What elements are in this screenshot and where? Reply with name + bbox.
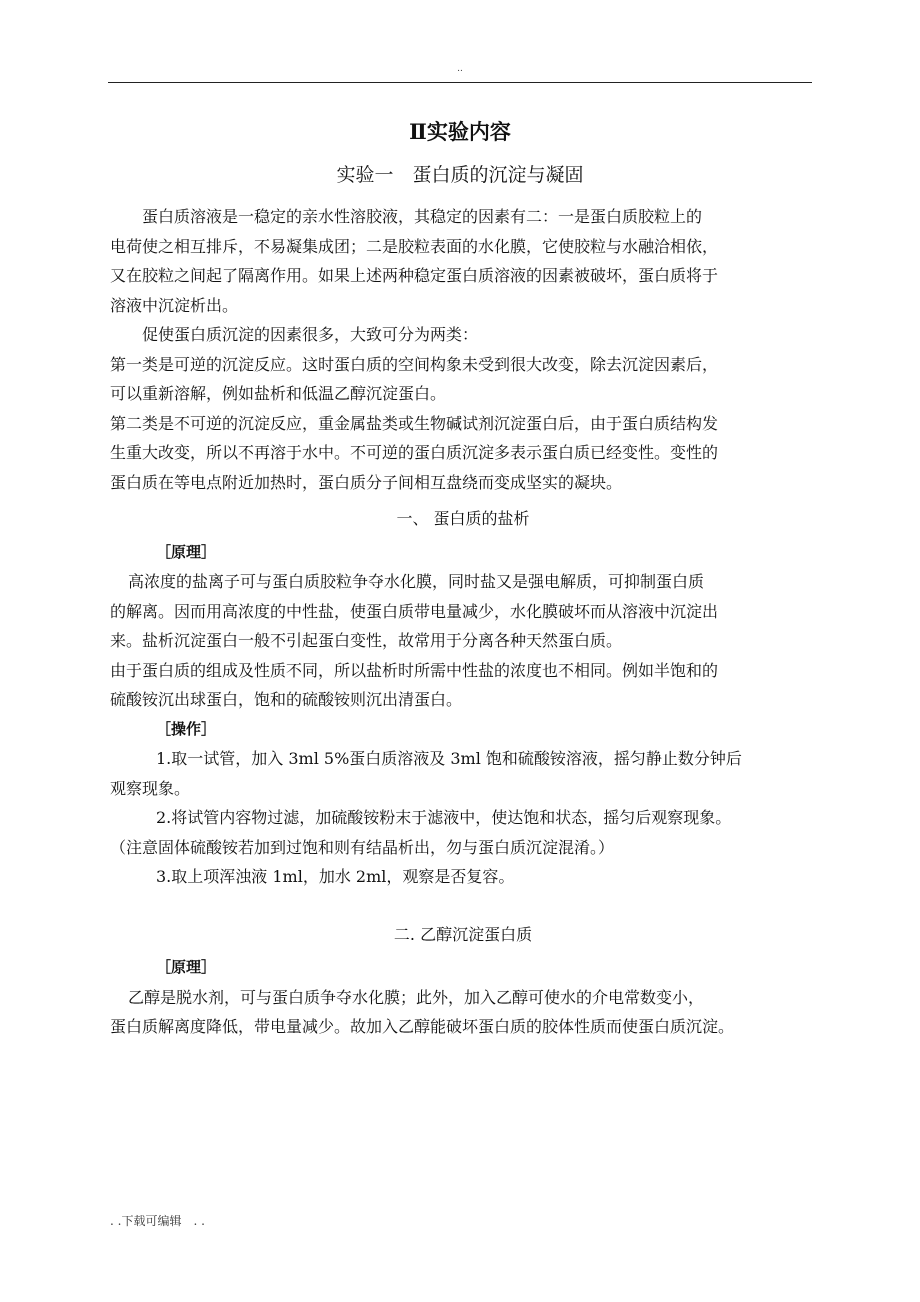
step2-note: （注意固体硫酸铵若加到过饱和则有结晶析出，勿与蛋白质沉淀混淆。） <box>110 837 615 857</box>
intro-p4-line: 生重大改变，所以不再溶于水中。不可逆的蛋白质沉淀多表示蛋白质已经变性。变性的 <box>110 443 719 462</box>
section2-title: 二. 乙醇沉淀蛋白质 <box>393 924 533 944</box>
step2-line: 2.将试管内容物过滤，加硫酸铵粉末于滤液中，使达饱和状态，摇匀后观察现象。 <box>156 808 732 827</box>
section1-principle2-line: 硫酸铵沉出球蛋白，饱和的硫酸铵则沉出清蛋白。 <box>110 690 463 709</box>
page-footer: . .下载可编辑 . . <box>110 1214 205 1228</box>
intro-p1-line: 溶液中沉淀析出。 <box>110 295 239 315</box>
section2-principle-line: 蛋白质解离度降低，带电量减少。故加入乙醇能破坏蛋白质的胶体性质而使蛋白质沉淀。 <box>110 1017 735 1036</box>
document-title: Ⅱ实验内容 <box>409 119 511 144</box>
header-rule <box>108 82 812 83</box>
section2-principle-label: ［原理］ <box>156 958 217 976</box>
intro-p3-line: 第一类是可逆的沉淀反应。这时蛋白质的空间构象未受到很大改变，除去沉淀因素后， <box>110 354 719 374</box>
document-body <box>110 202 816 1042</box>
section1-principle-line: 来。盐析沉淀蛋白一般不引起蛋白变性，故常用于分离各种天然蛋白质。 <box>110 631 623 650</box>
step1-line: 观察现象。 <box>110 778 191 798</box>
intro-p1-line: 电荷使之相互排斥，不易凝集成团；二是胶粒表面的水化膜，它使胶粒与水融洽相依， <box>110 236 719 256</box>
section2-principle-line: 乙醇是脱水剂，可与蛋白质争夺水化膜；此外，加入乙醇可使水的介电常数变小， <box>128 987 705 1007</box>
section1-principle2-line: 由于蛋白质的组成及性质不同，所以盐析时所需中性盐的浓度也不相同。例如半饱和的 <box>110 660 719 680</box>
experiment-title: 实验一 蛋白质的沉淀与凝固 <box>336 164 584 186</box>
intro-p2: 促使蛋白质沉淀的因素很多，大致可分为两类： <box>142 325 479 344</box>
section1-principle-label: ［原理］ <box>156 542 217 561</box>
intro-p1-line: 又在胶粒之间起了隔离作用。如果上述两种稳定蛋白质溶液的因素被破坏，蛋白质将于 <box>110 266 719 285</box>
intro-p4-line: 蛋白质在等电点附近加热时，蛋白质分子间相互盘绕而变成坚实的凝块。 <box>110 472 623 492</box>
intro-p3-line: 可以重新溶解，例如盐析和低温乙醇沉淀蛋白。 <box>110 384 447 403</box>
section1-principle-line: 高浓度的盐离子可与蛋白质胶粒争夺水化膜，同时盐又是强电解质，可抑制蛋白质 <box>128 572 705 591</box>
header-dots: .. <box>457 64 463 74</box>
step3: 3.取上项浑浊液 1ml，加水 2ml，观察是否复容。 <box>156 867 515 886</box>
section1-operation-label: ［操作］ <box>156 719 217 738</box>
intro-p4-line: 第二类是不可逆的沉淀反应，重金属盐类或生物碱试剂沉淀蛋白后，由于蛋白质结构发 <box>110 413 719 433</box>
step1-line: 1.取一试管，加入 3ml 5%蛋白质溶液及 3ml 饱和硫酸铵溶液，摇匀静止数分钟后 <box>156 749 742 768</box>
section1-principle-line: 的解离。因而用高浓度的中性盐，使蛋白质带电量减少，水化膜破坏而从溶液中沉淀出 <box>110 601 719 621</box>
intro-p1-line: 蛋白质溶液是一稳定的亲水性溶胶液，其稳定的因素有二：一是蛋白质胶粒上的 <box>142 207 703 226</box>
section1-title: 一、 蛋白质的盐析 <box>396 509 530 528</box>
